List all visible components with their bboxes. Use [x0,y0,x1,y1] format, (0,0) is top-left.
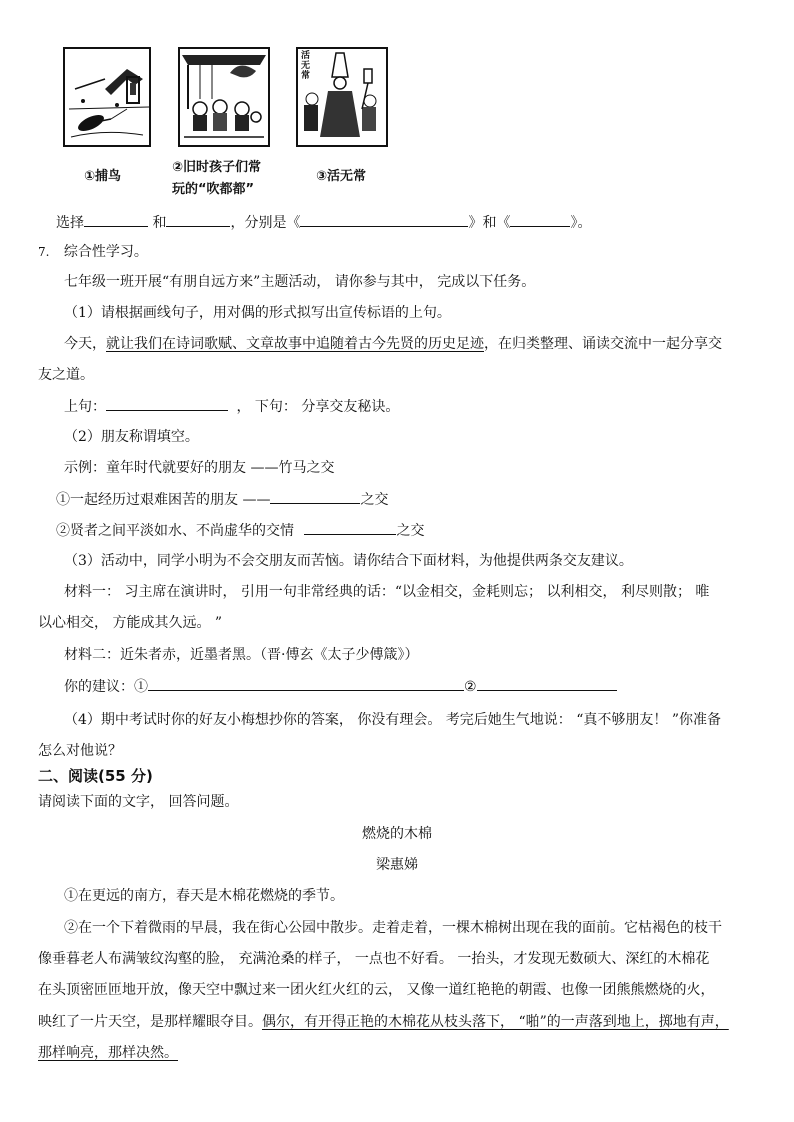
item1-text: ①一起经历过艰难困苦的朋友 —— [56,492,271,508]
q7-part3-label: （3）活动中，同学小明为不会交朋友而苦恼。请你结合下面材料，为他提供两条交友建议。 [64,553,633,569]
sentence-start: 今天， [64,336,106,352]
q7-material1-line2: 以心相交， 方能成其久远。 ” [38,615,223,631]
article-para2-line1: ②在一个下着微雨的早晨，我在街心公园中散步。走着走着，一棵木棉树出现在我的面前。它枯褐色的枝干 [64,920,722,936]
select-and: 和 [152,215,167,231]
q7-part2-label: （2）朋友称谓填空。 [64,429,199,445]
advice-label-2: ② [464,679,477,695]
select-end1: 》和《 [468,215,511,231]
para2-plain-text: 映红了一片天空，是那样耀眼夺目。 [38,1014,262,1030]
select-prefix: 选择 [56,215,84,231]
q7-advice-line [64,676,617,697]
q7-part4-line1: （4）期中考试时你的好友小梅想抄你的答案， 你没有理会。 考完后她生气地说： “真不够朋友！ ”你准备 [64,712,722,728]
section2-heading: 二、阅读(55 分) [38,767,153,785]
article-title: 燃烧的木棉 [362,826,432,842]
q7-upper-lower-line [64,396,399,417]
question-number: 7. [38,245,50,259]
caption-text: ③活无常 [316,169,367,184]
article-para2-line5 [38,1043,178,1063]
select-end2: 》。 [570,215,592,231]
picture-catching-birds [63,47,151,147]
blank-3[interactable] [300,212,468,227]
q7-part2-example: 示例：童年时代就要好的朋友 ——竹马之交 [64,460,335,476]
q7-heading [38,242,148,262]
q7-intro: 七年级一班开展“有朋自远方来”主题活动， 请你参与其中， 完成以下任务。 [64,274,536,290]
article-para2-line2: 像垂暮老人布满皱纹沟壑的脸， 充满沧桑的样子， 一点也不好看。 一抬头，才发现无数硕大、深红的木棉花 [38,951,710,967]
q7-part2-item1 [56,489,388,510]
picture-caption-2 [172,157,261,201]
wuchang-sign-text: 活无常 [301,51,311,81]
item1-end: 之交 [360,492,389,508]
article-para1: ①在更远的南方，春天是木棉花燃烧的季节。 [64,888,344,904]
advice-blank-2[interactable] [477,676,617,691]
q7-part2-item2 [56,520,424,541]
blank-1[interactable] [84,212,148,227]
q7-part1-label: （1）请根据画线句子，用对偶的形式拟写出宣传标语的上句。 [64,305,451,321]
q7-material1-line1: 材料一： 习主席在演讲时， 引用一句非常经典的话：“以金相交，金耗则忘； 以利相交， 利尽则散； 唯 [64,584,710,600]
lower-text: ， 下句： 分享交友秘诀。 [236,399,400,415]
sentence-end: ，在归类整理、诵读交流中一起分享交 [484,336,722,352]
article-para2-line3: 在头顶密匝匝地开放，像天空中飘过来一团火红火红的云， 又像一道红艳艳的朝霞、也像一团熊熊燃烧的火， [38,982,715,998]
children-illustration [180,49,268,145]
underlined-sentence: 就让我们在诗词歌赋、文章故事中追随着古今先贤的历史足迹 [106,336,484,352]
article-para2-line4 [38,1012,729,1032]
select-line [56,212,591,233]
question-title: 综合性学习。 [63,244,148,260]
upper-answer-blank[interactable] [106,396,228,411]
advice-label: 你的建议：① [64,679,148,695]
picture-caption-1 [84,167,121,187]
picture-caption-3 [316,167,366,187]
para2-underlined-end: 那样响亮，那样决然。 [38,1045,178,1061]
para2-underlined-text: 偶尔，有开得正艳的木棉花从枝头落下， “啪”的一声落到地上，掷地有声， [262,1014,729,1030]
caption-text: ②旧时孩子们常 [172,160,262,175]
advice-blank-1[interactable] [148,676,464,691]
item2-end: 之交 [396,523,425,539]
caption-text: 玩的“吹都都” [172,182,255,197]
item2-blank[interactable] [304,520,396,535]
article-author: 梁惠娣 [376,857,418,873]
upper-label: 上句： [64,399,106,415]
section2-instruction: 请阅读下面的文字， 回答问题。 [38,794,239,810]
blank-2[interactable] [166,212,230,227]
bird-trap-illustration [65,49,149,145]
caption-text: ①捕鸟 [84,169,122,184]
picture-huo-wuchang [296,47,388,147]
select-mid: ，分别是《 [230,215,301,231]
q7-material2: 材料二：近朱者赤，近墨者黑。（晋·傅玄《太子少傅箴》） [64,647,419,663]
q7-part4-line2: 怎么对他说？ [38,743,122,759]
picture-children-playing [178,47,270,147]
blank-4[interactable] [510,212,570,227]
q7-part1-sentence [64,334,722,354]
q7-part1-sentence-line2: 友之道。 [38,367,94,383]
item2-text: ②贤者之间平淡如水、不尚虚华的交情 [56,523,294,539]
item1-blank[interactable] [270,489,360,504]
